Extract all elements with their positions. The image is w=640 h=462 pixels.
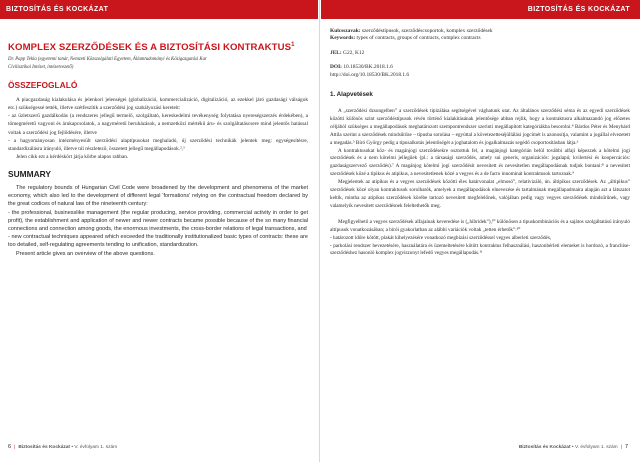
summary-hu-body xyxy=(8,96,308,161)
keywords-en xyxy=(330,35,630,42)
page-gutter xyxy=(319,0,320,462)
left-header-label: BIZTOSÍTÁS ÉS KOCKÁZAT xyxy=(6,6,109,13)
jel-value: G22, K12 xyxy=(343,49,365,56)
doi-line xyxy=(330,64,630,71)
left-page-column xyxy=(8,28,308,258)
summary-en-paragraph: - new contractual techniques appeared which exceeded the traditionally institutionalized basic types of contracts: these are too detailed, self-regulating agreements tending to unification, standardization. xyxy=(8,234,308,249)
summary-hu-paragraph: Jelen cikk ezt a kérdéskört járja körbe alapos rabban. xyxy=(16,153,129,160)
jel-codes xyxy=(330,50,630,57)
body-paragraph: A „szerződési dzsungelben” a szerződések tipizálása segítségével vághatunk utat. Az általános szerződési séma és az egyedi szerződések közötti különös szint szerződéstípusok révén történő kialakításának jelentősége abban rejlik, hogy a kontraktusra alkalmazandó jog előzetes céljából szükséges a megállapodások meghatározott szempontrendszer szerinti megállapított kategóriákba besorolni.⁴ Bárdos Péter és Menyhárd Attila szerint a szerződések mindsűrűse – típusba sorolása – egyúttal a követezetteséjüllálási jogcímét is azonosítja, valamint a jogállal elvezetett a megadás.⁵ Bíró György pedig a típusalkotás jelentőségét a joghatalom és jogalkalmazás segédő csoportosításban látja.⁶ xyxy=(330,108,630,146)
jel-label: JEL: xyxy=(330,49,342,56)
summary-en-paragraph: Present article gives an overview of the above questions. xyxy=(16,250,155,257)
summary-hu-heading: ÖSSZEFOGLALÓ xyxy=(8,80,78,91)
right-header-label: BIZTOSÍTÁS ÉS KOCKÁZAT xyxy=(527,6,630,13)
doi-link[interactable]: http://doi.org/10.18530/BK.2018.1.6 xyxy=(330,71,410,78)
right-page-number: 7 xyxy=(624,444,628,450)
author-line-2: Civilisztikai Intézet, intézetvezető) xyxy=(8,65,74,71)
right-footer: Biztosítás és Kockázat • V. évfolyam 1. szám | 7 xyxy=(518,444,628,450)
left-journal-name: Biztosítás és Kockázat xyxy=(18,445,71,450)
body-list-item: - parkolási rendszer bevezetésére, használatára és üzemeltetésére kötött kontraktus felhasználási, haszonbérleti elemeket is hordozó, a franchise-szerződéshez hasonló komplex jogviszonyt lefedő vegyes megállapodás.¹¹ xyxy=(330,242,630,257)
author-line-1: Dr. Papp Tekla (egyetemi tanár, Nemzeti Közszolgálati Egyetem, Államtudományi és Közigazgatási Kar xyxy=(8,57,207,63)
article-title xyxy=(8,42,308,53)
right-issue: V. évfolyam 1. szám xyxy=(574,445,618,450)
right-header-bar xyxy=(321,0,640,19)
right-page-column xyxy=(330,28,630,258)
body-paragraph: Megjelentek az atipikus és a vegyes szerződések közötti éles határvonalat „elmosó”, relativizáló, ún. áltipikus szerződések. Az „áltipikus” szerződések közé olyan kontraktusok sorolhatók, amelyek a megállapodások elnevezése és tartalmának megállapadmaira alapján azt a látszatot keltik, mintha az atipikus szerződések körébe tartozó nevesített megfelelőnek, valójában pedig vagy vegyes szerződések mindsűrűnek, vagy valamelyik nevesített szerződésnek feleltethetők meg. xyxy=(330,179,630,209)
summary-hu-paragraph: - az üzletszerű gazdálkodás (a rendszeres jellegű termelő, szolgáltató, kereskedelmi tevékenység folytatása nyereségszerzés érdekében), a tömegméretű vagyoni és árukapcsolatok, a nagyméretű beruházások, a nemzetközi mértékű áru- és szolgáltatáscsere mind jelentős hatással voltak a szerződési jog fejlődésére, illetve xyxy=(8,113,308,136)
right-journal-name: Biztosítás és Kockázat xyxy=(518,445,571,450)
body-paragraph: A kontraktusokat köz- és magánjogi szerződésekre osztottuk fel, a magánjogi kategórián belül további alfaji képezzek a kötelmi jogi szerződések és a nem kötelmi jellegűek (pl.: a társasági szerződés, amely sui generis, organizációs: jogalapú; kvilertési és koopercációs: gazdaságszervező szerződés).⁷ A magánjog kötelmi jogi szerződésit nevesített és nevesítetlen megállapodásnak tudjuk bontani:⁸ a nevesített szerződések közé a tipikus és atipikus, a nevesítetlenek közé a vegyes és a de facto innominát kontraktusok tartoznak.⁹ xyxy=(330,147,630,178)
left-header-bar xyxy=(0,0,318,19)
keywords-en-label: Keywords: xyxy=(330,35,356,42)
doi-value: 10.18530/BK.2018.1.6 xyxy=(343,64,393,71)
summary-en-body xyxy=(8,184,308,258)
left-issue: V. évfolyam 1. szám xyxy=(74,445,118,450)
section-heading: 1. Alapvetések xyxy=(330,91,373,99)
keywords-en-value: types of contracts, groups of contracts, complex contracts xyxy=(356,35,481,42)
section-body xyxy=(330,108,630,258)
article-title-text: KOMPLEX SZERZŐDÉSEK ÉS A BIZTOSÍTÁSI KONTRAKTUS xyxy=(8,42,292,54)
left-page-number: 6 xyxy=(8,444,12,450)
summary-hu-paragraph: A piacgazdaság kialakulása és jelenkori jelenségei (globalizáció, kommercializáció, digitalizáció, az ezekkel járó gazdasági válságok etc.) szükségessé tették, illetve szétfeszítik a szerződési jog szabályozási kereteit: xyxy=(8,97,308,112)
title-footnote-ref: 1 xyxy=(291,42,295,48)
summary-en-paragraph: - the professional, businesslike management (the regular producing, service providing, commercial activity in order to get profit), the establishment and application of newer and newer contracts became possible because of the so many financial connections and connection among goods, the enormous investments, the cross-border relations of legal transactions, and xyxy=(8,209,308,232)
doi-label: DOI: xyxy=(330,64,342,71)
keywords-hu-label: Kulcsszavak: xyxy=(330,28,361,34)
summary-en-heading: SUMMARY xyxy=(8,168,51,179)
keywords-hu-value: szerződéstípusok, szerződéscsoportok, komplex szerződések xyxy=(361,28,493,34)
left-footer: 6 | Biztosítás és Kockázat • V. évfolyam 1. szám xyxy=(8,444,118,450)
body-list-item: - határozott időre kötött, plakát kihelyezésére vonatkozó megbízási szerződéssel vegyes alberleti szerződés, xyxy=(330,234,552,241)
summary-hu-paragraph: - a hagyományosan intézményesült szerződési alaptípusokat meghaladó, új szerződési technikák jelentek meg: egységesítésre, standardizálásra irányuló, illetve túl részletező, összetett jellegű megállapodások.²,³ xyxy=(8,137,308,152)
summary-en-paragraph: The regulatory bounds of Hungarian Civil Code were broadened by the development and phenomena of the market economy, which also led to the development of different legal 'formations' relying on the contractual freedom declared by the great codices of natural law of the nineteenth century: xyxy=(8,184,308,208)
body-paragraph: Megfigyelhető a vegyes szerződések alfajainak keveredése is („hibridek”),¹⁰ különösen a tipuskombinációs és a sajátos szolgáltatású irányuló altípusok vonatkozásában; a bírói gyakorlatban az alábbi variációk voltak „tetten érhetők”:¹⁰ xyxy=(330,218,630,233)
